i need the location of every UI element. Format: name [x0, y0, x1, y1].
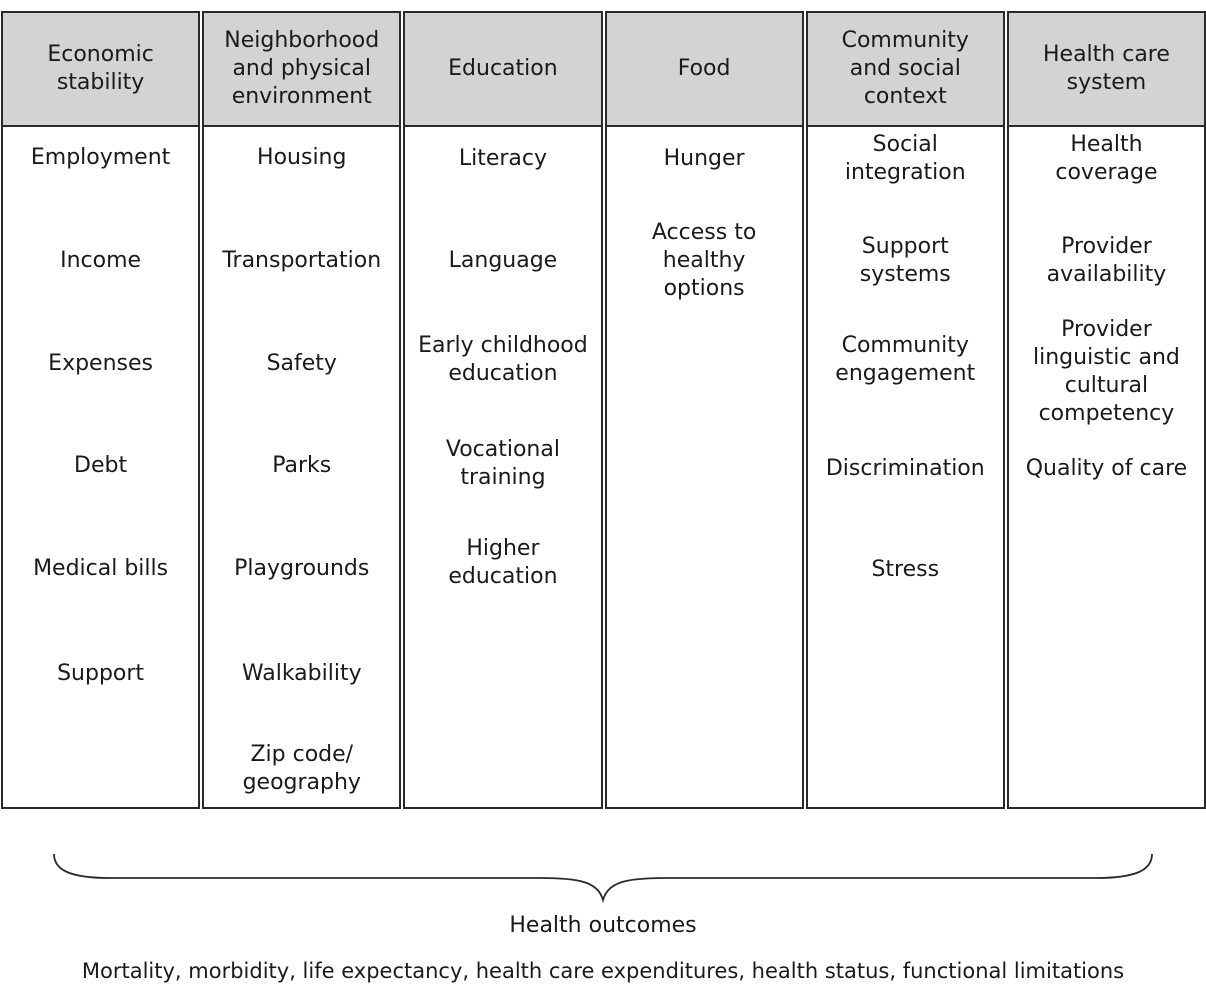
factor-item: Stress — [871, 557, 940, 582]
column-economic-stability — [1, 11, 200, 809]
factor-item: Walkability — [241, 661, 362, 686]
column-body — [1009, 127, 1204, 807]
factor-item: Community engagement — [835, 333, 976, 386]
health-outcomes-list: Mortality, morbidity, life expectancy, health care expenditures, health status, functional limitations — [81, 959, 1125, 983]
column-body — [204, 127, 399, 807]
factor-item: Social integration — [844, 132, 966, 185]
factor-item: Medical bills — [33, 556, 169, 581]
factor-item: Debt — [74, 453, 128, 478]
determinants-table — [1, 11, 1206, 809]
column-header: Health care system — [1009, 13, 1204, 127]
column-health-care-system — [1007, 11, 1206, 809]
factor-item: Playgrounds — [234, 556, 370, 581]
factor-item: Employment — [30, 145, 171, 170]
factor-item: Zip code/ geography — [242, 742, 361, 795]
column-body — [405, 127, 600, 807]
factor-item: Access to healthy options — [651, 220, 757, 301]
factor-item: Language — [448, 248, 558, 273]
health-outcomes-title: Health outcomes — [509, 913, 697, 938]
column-header: Neighborhood and physical environment — [204, 13, 399, 127]
factor-item: Expenses — [48, 351, 153, 376]
factor-item: Early childhood education — [418, 333, 588, 386]
column-food — [605, 11, 804, 809]
factor-item: Vocational training — [445, 437, 560, 490]
column-header: Food — [607, 13, 802, 127]
factor-item: Health coverage — [1055, 132, 1158, 185]
factor-item: Discrimination — [825, 456, 985, 481]
factor-item: Safety — [266, 351, 337, 376]
factor-item: Provider availability — [1046, 234, 1167, 287]
column-community-social — [806, 11, 1005, 809]
factor-item: Transportation — [222, 248, 382, 273]
factor-item: Parks — [272, 453, 332, 478]
factor-item: Hunger — [663, 146, 745, 171]
factor-item: Support — [57, 661, 145, 686]
column-header: Economic stability — [3, 13, 198, 127]
factor-item: Literacy — [458, 146, 548, 171]
factor-item: Support systems — [859, 234, 951, 287]
column-neighborhood-environment — [202, 11, 401, 809]
factor-item: Housing — [257, 145, 347, 170]
factor-item: Provider linguistic and cultural competency — [1033, 317, 1180, 426]
curly-brace-icon — [50, 848, 1156, 904]
factor-item: Higher education — [448, 536, 558, 589]
factor-item: Quality of care — [1025, 456, 1188, 481]
column-body — [607, 127, 802, 807]
column-header: Community and social context — [808, 13, 1003, 127]
column-education — [403, 11, 602, 809]
factor-item: Income — [60, 248, 142, 273]
column-body — [3, 127, 198, 807]
column-body — [808, 127, 1003, 807]
column-header: Education — [405, 13, 600, 127]
